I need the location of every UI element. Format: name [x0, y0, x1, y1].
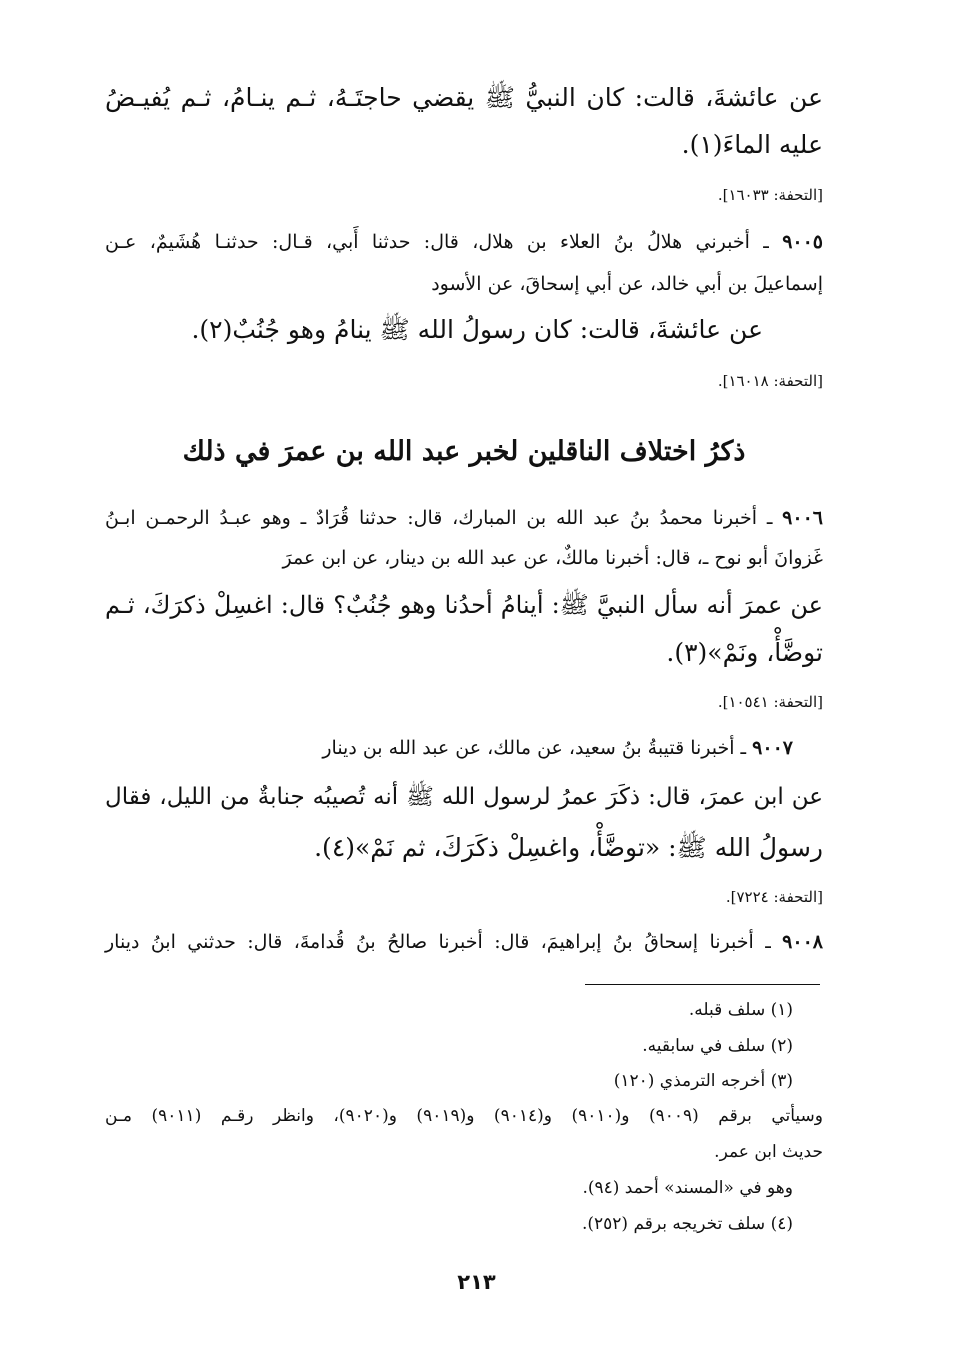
footnote: (٣) أخرجه الترمذي (١٢٠): [613, 1071, 793, 1091]
footnote-continuation: وسيأتي برقم (٩٠٠٩) و(٩٠١٠) و(٩٠١٤) و(٩٠١٩) و(٩٠٢٠)، وانظر رقـم (٩٠١١) مـن: [105, 1106, 823, 1126]
hadith-text-line: عن عائشةَ، قالت: كان النبيُّ ﷺ يقضي حاجتَـهُ، ثـم ينـامُ، ثـم يُفيـضُ: [105, 83, 823, 112]
hadith-number: ٩٠٠٧: [752, 737, 793, 759]
hadith-number: ٩٠٠٨: [782, 931, 823, 953]
isnad-line: غَزوانَ أبو نوح ـ، قال: أخبرنا مالكٌ، عن عبد الله بن دينار، عن ابن عمرَ: [282, 547, 823, 569]
isnad-text: ـ أخبرنا إسحاقُ بنُ إبراهيمَ، قال: أخبرنا صالحُ بنُ قُدامةَ، قال: حدثني ابنُ دينار: [105, 931, 771, 953]
isnad-line: [105, 737, 793, 759]
isnad-text: ـ أخبرنا قتيبةُ بنُ سعيد، عن مالك، عن عبد الله بن دينار: [322, 737, 747, 759]
tuhfa-reference: [التحفة: ١٠٥٤١].: [717, 693, 823, 711]
page-number: ٢١٣: [457, 1270, 496, 1294]
hadith-text-line: عن عائشةَ، قالت: كان رسولُ الله ﷺ ينامُ وهو جُنُبٌ(٢).: [191, 315, 763, 344]
hadith-text-line: رسولُ الله ﷺ: «توضَّأْ، واغسِلْ ذكَرَكَ، ثم نَمْ»(٤).: [314, 833, 823, 862]
footnote: (٤) سلف تخريجه برقم (٢٥٢).: [581, 1214, 793, 1234]
footnote: (١) سلف قبله.: [688, 1000, 793, 1020]
isnad-line: إسماعيلَ بن أبي خالد، عن أبي إسحاقَ، عن الأسود: [431, 273, 823, 295]
footnote-continuation: وهو في «المسند» أحمد (٩٤).: [582, 1178, 793, 1198]
tuhfa-reference: [التحفة: ٧٢٢٤].: [725, 888, 823, 906]
isnad-line: [105, 231, 823, 253]
hadith-text-line: عن ابن عمرَ، قال: ذكَرَ عمرُ لرسول الله ﷺ أنه تُصيبُه جنابةٌ من الليل، فقال: [105, 784, 823, 810]
hadith-number: ٩٠٠٦: [782, 507, 823, 529]
hadith-text-line: توضَّأْ، ونَمْ»(٣).: [666, 638, 823, 667]
isnad-line: [105, 507, 823, 529]
tuhfa-reference: [التحفة: ١٦٠٣٣].: [717, 186, 823, 204]
footnote-continuation: حديث ابن عمر.: [714, 1142, 823, 1162]
isnad-text: ـ أخبرني هلالُ بنُ العلاء بن هلال، قال: حدثنا أَبي، قـال: حدثنـا هُشَيمٌ، عـن: [105, 231, 769, 253]
hadith-text-line: عليه الماءَ(١).: [681, 130, 823, 159]
footnote-separator: [585, 984, 820, 985]
tuhfa-reference: [التحفة: ١٦٠١٨].: [717, 372, 823, 390]
isnad-line: [105, 931, 823, 953]
hadith-number: ٩٠٠٥: [782, 231, 824, 253]
footnote: (٢) سلف في سابقيه.: [642, 1036, 793, 1056]
isnad-text: ـ أخبرنا محمدُ بنُ عبد الله بن المبارك، قال: حدثنا قُرَادٌ ـ وهو عبـدُ الرحمـن ابـنُ: [105, 507, 773, 529]
section-heading: ذكرُ اختلاف الناقلين لخبر عبد الله بن عمرَ في ذلك: [182, 436, 746, 467]
hadith-text-line: عن عمرَ أنه سأل النبيَّ ﷺ: أينامُ أحدُنا وهو جُنُبٌ؟ قال: اغسِلْ ذكرَكَ، ثـم: [105, 591, 823, 619]
